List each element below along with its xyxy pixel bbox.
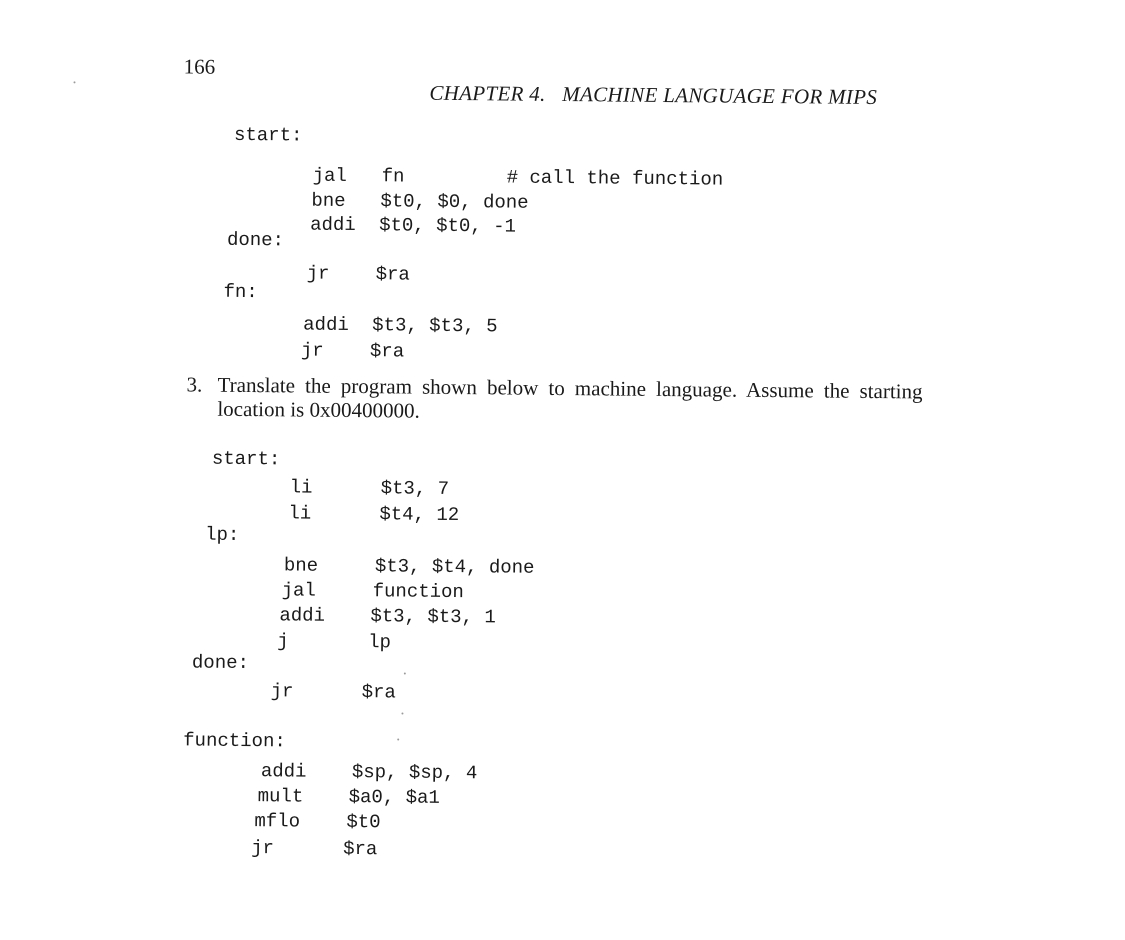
code-opcode: jr [270, 680, 294, 703]
code-operands: fn [381, 165, 405, 188]
code-line [2, 226, 285, 252]
code-line [3, 121, 303, 147]
code-label: lp: [205, 523, 240, 546]
code-operands: $t3, 7 [380, 477, 450, 500]
code-line [0, 649, 250, 675]
code-operands: $ra [361, 681, 396, 704]
code-opcode: li [288, 502, 312, 525]
code-line [3, 161, 724, 191]
code-operands: $t0, $t0, -1 [379, 214, 517, 238]
code-operands: $t3, $t3, 1 [370, 605, 496, 629]
running-head: CHAPTER 4. MACHINE LANGUAGE FOR MIPS [429, 80, 878, 110]
code-operands: $t0, $0, done [380, 190, 529, 214]
code-opcode: bne [283, 554, 319, 577]
code-line [0, 807, 381, 834]
code-operands: $t3, $t3, 5 [372, 314, 498, 338]
code-opcode: mflo [254, 810, 301, 833]
code-operands: $sp, $sp, 4 [351, 761, 478, 785]
code-opcode: addi [260, 760, 307, 783]
code-label: done: [226, 228, 285, 252]
code-opcode: addi [303, 313, 349, 336]
code-line [0, 627, 392, 654]
code-opcode: mult [257, 785, 304, 808]
exercise-number: 3. [186, 372, 203, 397]
code-opcode: jr [300, 339, 324, 362]
code-line [0, 727, 286, 753]
scan-speck [404, 673, 406, 675]
code-line [1, 310, 498, 338]
scan-speck [401, 712, 403, 714]
code-line [0, 677, 396, 704]
code-operands: $t4, 12 [379, 503, 460, 527]
code-opcode: bne [311, 189, 346, 212]
code-label: done: [191, 651, 250, 675]
code-operands: $t3, $t4, done [374, 555, 535, 579]
code-label: fn: [223, 280, 258, 304]
code-line [0, 757, 478, 785]
code-operands: $ra [343, 837, 378, 861]
exercise-3 [186, 372, 927, 423]
code-line [0, 521, 240, 546]
code-label: function: [183, 729, 286, 753]
code-opcode: jr [306, 262, 330, 285]
scan-speck [397, 738, 399, 740]
code-line [0, 473, 450, 500]
code-label: start: [211, 447, 281, 471]
code-line [0, 834, 378, 861]
code-opcode: addi [310, 213, 356, 237]
code-operands: $t0 [346, 810, 381, 834]
code-line [2, 186, 529, 214]
code-opcode: addi [279, 604, 326, 627]
code-line [0, 499, 460, 527]
code-operands: lp [368, 631, 392, 654]
code-line [0, 576, 464, 604]
code-operands: $ra [375, 263, 411, 286]
code-label: start: [233, 123, 303, 147]
code-opcode: li [289, 476, 313, 499]
code-line [1, 336, 405, 363]
code-operands: $a0, $a1 [348, 785, 440, 809]
code-opcode: jal [312, 164, 347, 187]
exercise-text: Translate the program shown below to machine language. Assume the starting location is 0x00400000. [217, 372, 923, 423]
code-comment: # call the function [506, 166, 724, 191]
code-opcode: jr [251, 837, 275, 860]
code-line [0, 445, 281, 471]
code-line [0, 551, 535, 579]
page-number: 166 [183, 54, 216, 79]
code-opcode: j [277, 630, 289, 653]
code-operands: $ra [369, 340, 405, 363]
code-operands: function [372, 580, 464, 604]
code-line [1, 278, 258, 304]
code-line [0, 782, 440, 809]
scan-speck [73, 81, 75, 83]
code-opcode: jal [281, 579, 316, 602]
code-line [0, 601, 496, 629]
